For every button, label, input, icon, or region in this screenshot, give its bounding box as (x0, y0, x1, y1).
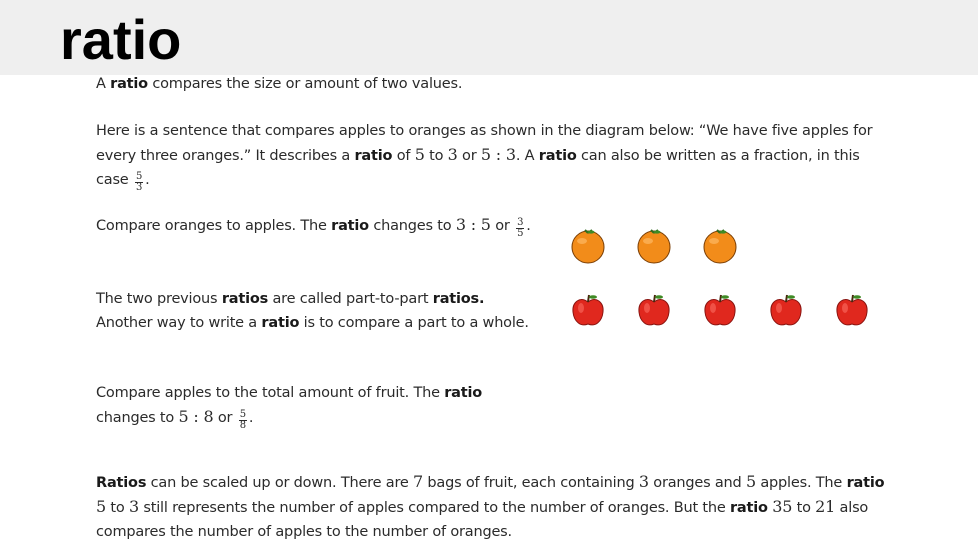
orange-icon (702, 228, 738, 264)
paragraph-part-to-part: The two previous ratios are called part-to-part ratios. Another way to write a ratio is to compare a part to a whole. (96, 291, 529, 331)
apple-icon (834, 292, 870, 328)
fraction: $\frac{5}{3}$ (135, 171, 143, 193)
orange-icon (570, 228, 606, 264)
paragraph-definition: A ratio compares the size or amount of two values. (96, 76, 463, 92)
apple-icon (636, 292, 672, 328)
apple-icon (768, 292, 804, 328)
paragraph-part-to-whole: Compare apples to the total amount of fruit. The ratio changes to 5 : 8 or $\frac{5}{8}$ . (96, 385, 483, 431)
fraction: $\frac{5}{8}$ (239, 409, 246, 431)
orange-icon (636, 228, 672, 264)
paragraph-apples-to-oranges: Here is a sentence that compares apples to oranges as shown in the diagram below: “We have five apples for every three oranges.” It describes a ratio of 5 to 3 or 5 : 3. A ratio can also be written as a fraction, in this case $\frac{5}{3}$ . (96, 123, 873, 193)
apple-icon (702, 292, 738, 328)
apple-icon (570, 292, 606, 328)
paragraph-oranges-to-apples: Compare oranges to apples. The ratio changes to 3 : 5 or $\frac{3}{5}$ . (96, 215, 531, 239)
page-title: ratio (60, 8, 182, 71)
fraction: $\frac{3}{5}$ (517, 217, 524, 239)
paragraph-scaling: Ratios can be scaled up or down. There are 7 bags of fruit, each containing 3 oranges and 5 apples. The ratio 5 to 3 still represents the number of apples compared to the number of oranges. But the ratio 35 to 21 also compares the number of apples to the number of oranges. (96, 472, 885, 540)
